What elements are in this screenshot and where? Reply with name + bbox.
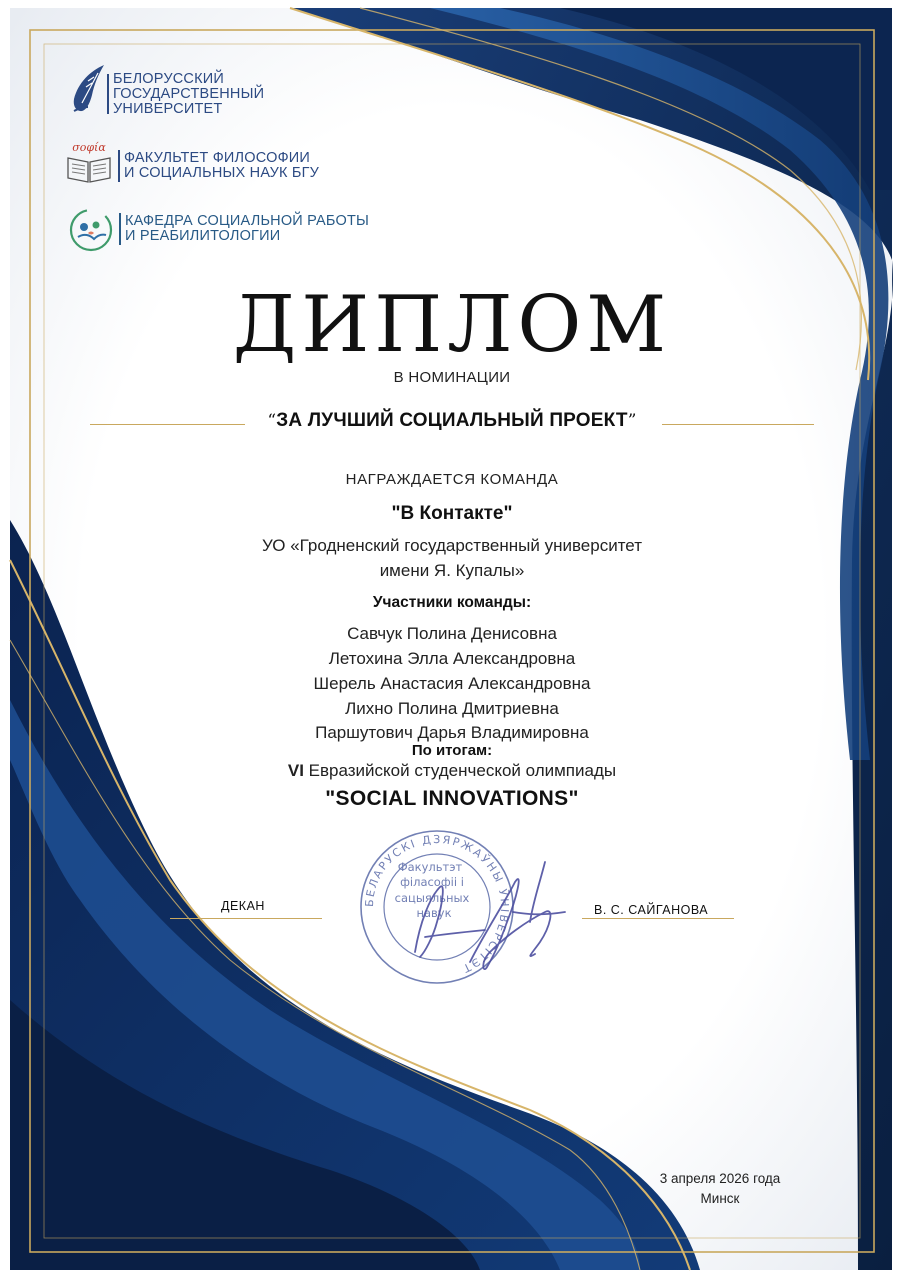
stamp-ring-text: БЕЛАРУСКІ ДЗЯРЖАЎНЫ ЎНІВЕРСІТЭТ bbox=[362, 832, 512, 976]
stamp-line-3: сацыяльных bbox=[394, 891, 470, 905]
bsu-logo-divider bbox=[107, 74, 109, 114]
hands-circle-icon bbox=[66, 205, 116, 255]
members-label: Участники команды: bbox=[372, 594, 532, 611]
member-4: Лихно Полина Дмитриевна bbox=[345, 699, 559, 718]
sofia-badge: σοφία bbox=[72, 141, 106, 154]
olympiad-numeral: VI bbox=[287, 761, 304, 780]
signature-name: В. С. САЙГАНОВА bbox=[594, 903, 709, 917]
signature-left-rule bbox=[170, 918, 322, 919]
university-line-1: УО «Гродненский государственный университет bbox=[262, 536, 642, 555]
olympiad-text: Евразийской студенческой олимпиады bbox=[303, 761, 617, 780]
university-line-2: имени Я. Купалы» bbox=[379, 561, 525, 580]
diploma-title: ДИПЛОМ bbox=[232, 280, 672, 370]
bsu-line-3: УНИВЕРСИТЕТ bbox=[113, 101, 223, 117]
member-1: Савчук Полина Денисовна bbox=[347, 624, 557, 643]
nomination-close-quote: ” bbox=[627, 411, 637, 431]
date-place bbox=[620, 1169, 820, 1209]
stamp-line-2: філасофіі і bbox=[400, 875, 464, 889]
faculty-line-1: ФАКУЛЬТЕТ ФИЛОСОФИИ bbox=[124, 150, 311, 166]
nomination-subtitle: В НОМИНАЦИИ bbox=[393, 369, 511, 386]
nomination-text: ЗА ЛУЧШИЙ СОЦИАЛЬНЫЙ ПРОЕКТ bbox=[276, 410, 628, 431]
member-3: Шерель Анастасия Александровна bbox=[313, 674, 591, 693]
stamp-line-4: навук bbox=[416, 906, 452, 920]
nomination-open-quote: “ bbox=[267, 411, 277, 431]
handwritten-signature bbox=[395, 842, 585, 992]
bsu-line-1: БЕЛОРУССКИЙ bbox=[113, 71, 224, 87]
olympiad-line bbox=[0, 761, 904, 781]
member-5: Паршутович Дарья Владимировна bbox=[315, 723, 589, 742]
signature-right-rule bbox=[582, 918, 734, 919]
department-logo-text bbox=[125, 214, 369, 244]
faculty-logo-text bbox=[124, 151, 319, 181]
results-label: По итогам: bbox=[411, 742, 493, 759]
issue-date: 3 апреля 2026 года bbox=[659, 1171, 781, 1186]
issue-city: Минск bbox=[700, 1191, 740, 1206]
department-line-1: КАФЕДРА СОЦИАЛЬНОЙ РАБОТЫ bbox=[125, 213, 370, 229]
stamp-line-1: Факультэт bbox=[397, 860, 463, 874]
nomination bbox=[0, 410, 904, 432]
team-name: "В Контакте" bbox=[391, 503, 513, 524]
bsu-logo-text bbox=[113, 72, 264, 117]
department-logo-divider bbox=[119, 213, 121, 245]
bsu-line-2: ГОСУДАРСТВЕННЫЙ bbox=[113, 86, 265, 102]
faculty-logo-divider bbox=[118, 150, 120, 182]
quill-feather-icon bbox=[68, 63, 108, 115]
olympiad-name: "SOCIAL INNOVATIONS" bbox=[325, 787, 579, 810]
awarded-label: НАГРАЖДАЕТСЯ КОМАНДА bbox=[345, 471, 559, 488]
signature-position: ДЕКАН bbox=[221, 899, 265, 913]
member-2: Летохина Элла Александровна bbox=[328, 649, 576, 668]
department-line-2: И РЕАБИЛИТОЛОГИИ bbox=[125, 228, 281, 244]
faculty-line-2: И СОЦИАЛЬНЫХ НАУК БГУ bbox=[124, 165, 320, 181]
open-book-icon bbox=[64, 140, 114, 186]
